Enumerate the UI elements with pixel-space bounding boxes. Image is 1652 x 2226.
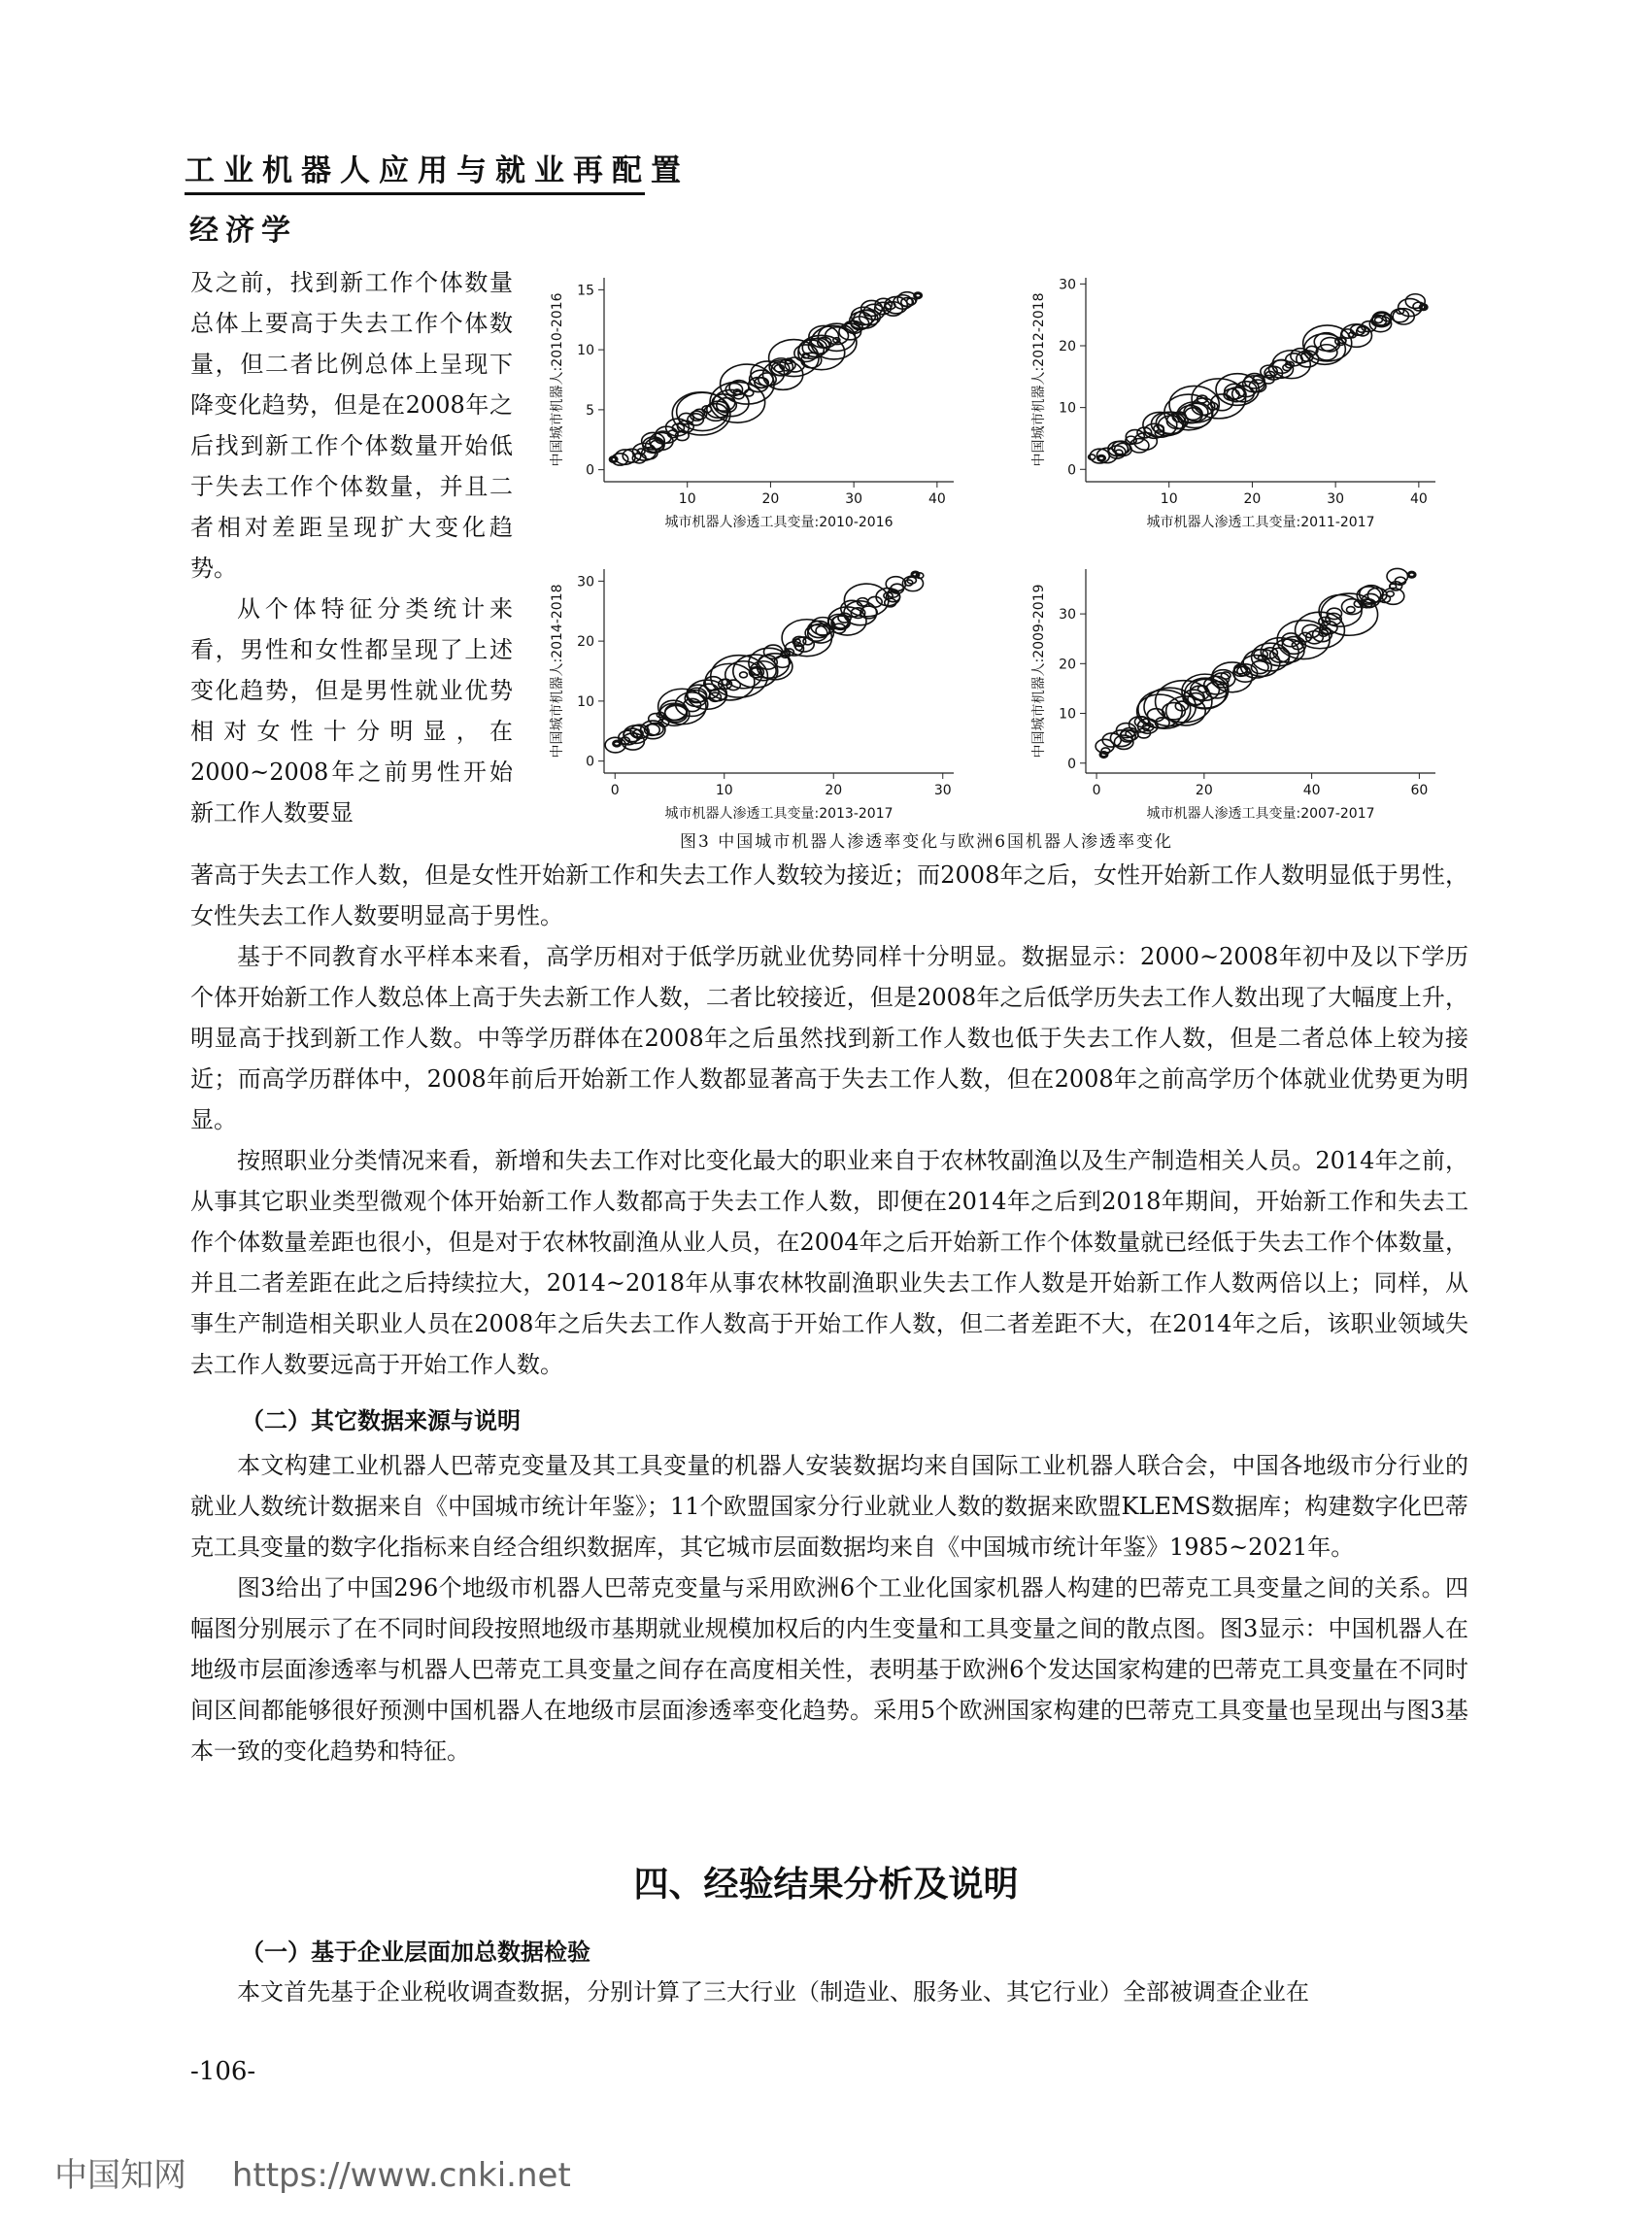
data-point [1221,672,1231,679]
x-tick-label: 10 [678,491,696,507]
x-tick-label: 30 [845,491,863,507]
data-point [1375,318,1383,323]
x-tick-label: 20 [1243,491,1262,507]
x-tick-label: 20 [761,491,780,507]
data-point [1346,607,1355,613]
journal-name: 经济学 [189,214,297,248]
running-header-title: 工业机器人应用与就业再配置 [185,153,690,188]
x-tick-label: 20 [825,783,843,798]
x-tick-label: 10 [1160,491,1178,507]
data-point [912,572,919,577]
footer-url[interactable]: https://www.cnki.net [231,2156,571,2195]
x-tick-label: 20 [1195,783,1213,798]
x-tick-label: 0 [1092,783,1101,798]
y-axis-label: 中国城市机器人:2012-2018 [1031,292,1047,467]
y-axis-label: 中国城市机器人:2014-2018 [550,584,565,759]
x-tick-label: 60 [1410,783,1429,798]
section-title: 四、经验结果分析及说明 [633,1865,1019,1905]
y-tick-label: 0 [586,754,594,770]
paragraph: 图3给出了中国296个地级市机器人巴蒂克变量与采用欧洲6个工业化国家机器人构建的巴蒂克工具变量之间的关系。四幅图分别展示了在不同时间段按照地级市基期就业规模加权后的内生变量和工具变量之间的散点图。图3显示：中国机器人在地级市层面渗透率与机器人巴蒂克工具变量之间存在高度相关性，表明基于欧洲6个发达国家构建的巴蒂克工具变量在不同时间区间都能够很好预测中国机器人在地级市层面渗透率变化趋势。采用5个欧洲国家构建的巴蒂克工具变量也呈现出与图3基本一致的变化趋势和特征。 [190,1574,1468,1765]
header-rule [185,192,645,195]
footer-brand: 中国知网 [54,2156,186,2195]
paragraph: 本文构建工业机器人巴蒂克变量及其工具变量的机器人安装数据均来自国际工业机器人联合会，中国各地级市分行业的就业人数统计数据来自《中国城市统计年鉴》；11个欧盟国家分行业就业人数的数据来欧盟KLEMS数据库；构建数字化巴蒂克工具变量的数字化指标来自经合组织数据库，其它城市层面数据均来自《中国城市统计年鉴》1985~2021年。 [190,1452,1468,1561]
footer [54,2148,571,2196]
y-tick-label: 10 [1059,400,1076,417]
data-point [1387,591,1395,597]
data-sources-block [190,1445,1468,1771]
paragraph: 基于不同教育水平样本来看，高学历相对于低学历就业优势同样十分明显。数据显示：2000~2008年初中及以下学历个体开始新工作人数总体上高于失去新工作人数，二者比较接近，但是2008年之后低学历失去工作人数出现了大幅度上升，明显高于找到新工作人数。中等学历群体在2008年之后虽然找到新工作人数也低于失去工作人数，但是二者总体上较为接近；而高学历群体中，2008年前后开始新工作人数都显著高于失去工作人数，但在2008年之前高学历个体就业优势更为明显。 [190,943,1468,1133]
x-axis-label: 城市机器人渗透工具变量:2007-2017 [1146,806,1375,822]
paragraph: 本文首先基于企业税收调查数据，分别计算了三大行业（制造业、服务业、其它行业）全部被调查企业在 [237,1978,1309,2006]
y-axis-label: 中国城市机器人:2009-2019 [1031,584,1047,759]
y-tick-label: 30 [577,574,594,590]
y-tick-label: 10 [577,343,594,359]
paragraph: 及之前，找到新工作个体数量总体上要高于失去工作个体数量，但二者比例总体上呈现下降变化趋势，但是在2008年之后找到新工作个体数量开始低于失去工作个体数量，并且二者相对差距呈现扩大变化趋势。 [190,269,513,582]
x-axis-label: 城市机器人渗透工具变量:2010-2016 [664,515,893,530]
y-tick-label: 30 [1059,277,1076,293]
data-point [1408,572,1415,577]
y-tick-label: 5 [586,402,594,419]
scatter-panel-4 [1030,568,1435,822]
scatter-panel-3 [549,569,954,822]
data-point [1420,305,1427,310]
x-tick-label: 40 [1302,783,1321,798]
y-tick-label: 0 [1067,462,1076,479]
y-axis-label: 中国城市机器人:2010-2016 [550,292,565,467]
y-tick-label: 20 [577,634,594,651]
data-point [868,596,883,607]
paragraph: 从个体特征分类统计来看，男性和女性都呈现了上述变化趋势，但是男性就业优势相对女性十分明显，在2000~2008年之前男性开始新工作人数要显 [190,595,513,826]
paragraph: 著高于失去工作人数，但是女性开始新工作和失去工作人数较为接近；而2008年之后，女性开始新工作人数明显低于男性，女性失去工作人数要明显高于男性。 [190,861,1468,929]
left-column [190,262,513,833]
y-tick-label: 0 [1067,756,1076,772]
last-paragraph-block [190,1972,1468,2012]
figure-caption: 图3 中国城市机器人渗透率变化与欧洲6国机器人渗透率变化 [680,832,1174,852]
paragraph: 按照职业分类情况来看，新增和失去工作对比变化最大的职业来自于农林牧副渔以及生产制造相关人员。2014年之前，从事其它职业类型微观个体开始新工作人数都高于失去工作人数，即便在2014年之后到2018年期间，开始新工作和失去工作个体数量差距也很小，但是对于农林牧副渔从业人员，在2004年之后开始新工作个体数量就已经低于失去工作个体数量，并且二者差距在此之后持续拉大，2014~2018年从事农林牧副渔职业失去工作人数是开始新工作人数两倍以上；同样，从事生产制造相关职业人员在2008年之后失去工作人数高于开始工作人数，但二者差距不大，在2014年之后，该职业领域失去工作人数要远高于开始工作人数。 [190,1147,1468,1378]
y-tick-label: 30 [1059,607,1076,624]
y-tick-label: 20 [1059,657,1076,673]
x-tick-label: 0 [610,783,620,798]
x-tick-label: 40 [1409,491,1428,507]
y-tick-label: 20 [1059,339,1076,354]
y-tick-label: 0 [586,462,594,479]
x-axis-label: 城市机器人渗透工具变量:2011-2017 [1146,515,1375,530]
x-axis-label: 城市机器人渗透工具变量:2013-2017 [664,806,893,822]
y-tick-label: 15 [577,283,594,299]
subheading-enterprise: （一）基于企业层面加总数据检验 [241,1939,590,1966]
page-number: -106- [190,2057,256,2086]
continuation-block [190,855,1468,1385]
y-tick-label: 10 [1059,706,1076,723]
subheading-data-sources: （二）其它数据来源与说明 [241,1407,521,1434]
data-point [915,293,922,298]
data-point [740,672,748,678]
x-tick-label: 10 [715,783,733,798]
scatter-panel-2 [1030,277,1435,530]
scatter-panel-1 [549,278,954,530]
x-tick-label: 30 [1327,491,1345,507]
figure-3 [524,253,1476,855]
x-tick-label: 40 [927,491,946,507]
data-point [614,741,621,746]
x-tick-label: 30 [933,783,952,798]
y-tick-label: 10 [577,693,594,710]
data-point [1316,345,1337,360]
